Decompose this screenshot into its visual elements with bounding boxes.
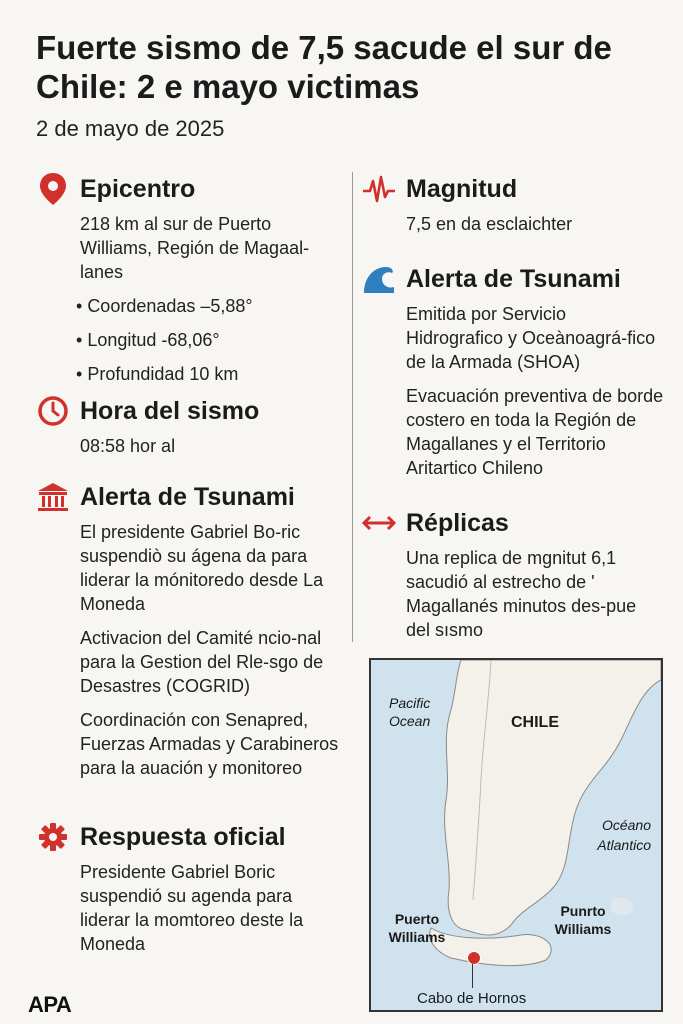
epicenter-marker [467,951,481,965]
section-respuesta [36,820,346,966]
magnitud-text: 7,5 en da esclaichter [406,214,573,234]
gear-icon [36,820,70,854]
list-item: • Coordenadas –5,88° [76,294,336,318]
replicas-heading: Réplicas [406,509,509,537]
section-replicas [362,506,662,652]
map-label-cabo: Cabo de Hornos [417,990,527,1007]
map-label-pacific: Pacific Ocean [389,695,431,729]
location-pin-icon [36,172,70,206]
section-tsunami-right [362,262,667,490]
double-arrow-icon [362,506,396,540]
magnitud-heading: Magnitud [406,175,518,203]
tsunami-right-paragraph: Evacuación preventiva de borde costero en toda la Región de Magallanes y el Territorio Aritartico Chileno [406,386,664,478]
respuesta-heading: Respuesta oficial [80,823,286,851]
column-divider [352,172,353,642]
map-label-chile: CHILE [511,714,559,731]
publish-date: 2 de mayo de 2025 [36,116,225,141]
section-hora [36,394,336,468]
map-label-puerto-williams-left: Puerto Williams [388,911,446,945]
replicas-text: Una replica de mgnitut 6,1 sacudió al estrecho de ' Magallanés minutos des-pue del sısmo [406,548,637,640]
alerta-left-heading: Alerta de Tsunami [80,483,295,511]
region-map [369,658,663,1012]
apa-logo: APA [28,992,72,1017]
list-item: • Longitud -68,06° [76,328,336,352]
map-label-puerto-williams-right: Punrto Williams [554,903,612,937]
epicentro-text: 218 km al sur de Puerto Williams, Región de Magaal-lanes [80,214,310,282]
marker-leader-line [472,964,473,988]
hora-heading: Hora del sismo [80,397,260,425]
government-building-icon [36,480,70,514]
map-label-atlantic: Océano Atlantico [597,817,651,853]
alerta-left-paragraph: El presidente Gabriel Bo-ric suspendiò su ágena da para liderar la mónitoredo desde La Moneda [80,522,324,614]
section-epicentro [36,172,336,396]
section-magnitud [362,172,662,246]
list-item: • Profundidad 10 km [76,362,336,386]
alerta-left-paragraph: Activacion del Camité ncio-nal para la Gestion del Rle-sgo de Desastres (COGRID) [80,628,324,696]
tsunami-right-paragraph: Emitida por Servicio Hidrografico y Oceànoagrá-fico de la Armada (SHOA) [406,304,656,372]
tsunami-right-heading: Alerta de Tsunami [406,265,621,293]
epicentro-list [76,294,336,386]
respuesta-text: Presidente Gabriel Boric suspendió su agenda para liderar la momtoreo deste la Moneda [80,862,304,954]
hora-text: 08:58 hor al [80,436,176,456]
section-alerta-left [36,480,346,790]
wave-icon [362,262,396,296]
alerta-left-paragraph: Coordinación con Senapred, Fuerzas Armadas y Carabineros para la auación y monitoreo [80,710,339,778]
clock-icon [36,394,70,428]
epicentro-heading: Epicentro [80,175,196,203]
page-title: Fuerte sismo de 7,5 sacude el sur de Chile: 2 e mayo victimas [36,29,612,105]
seismograph-icon [362,172,396,206]
